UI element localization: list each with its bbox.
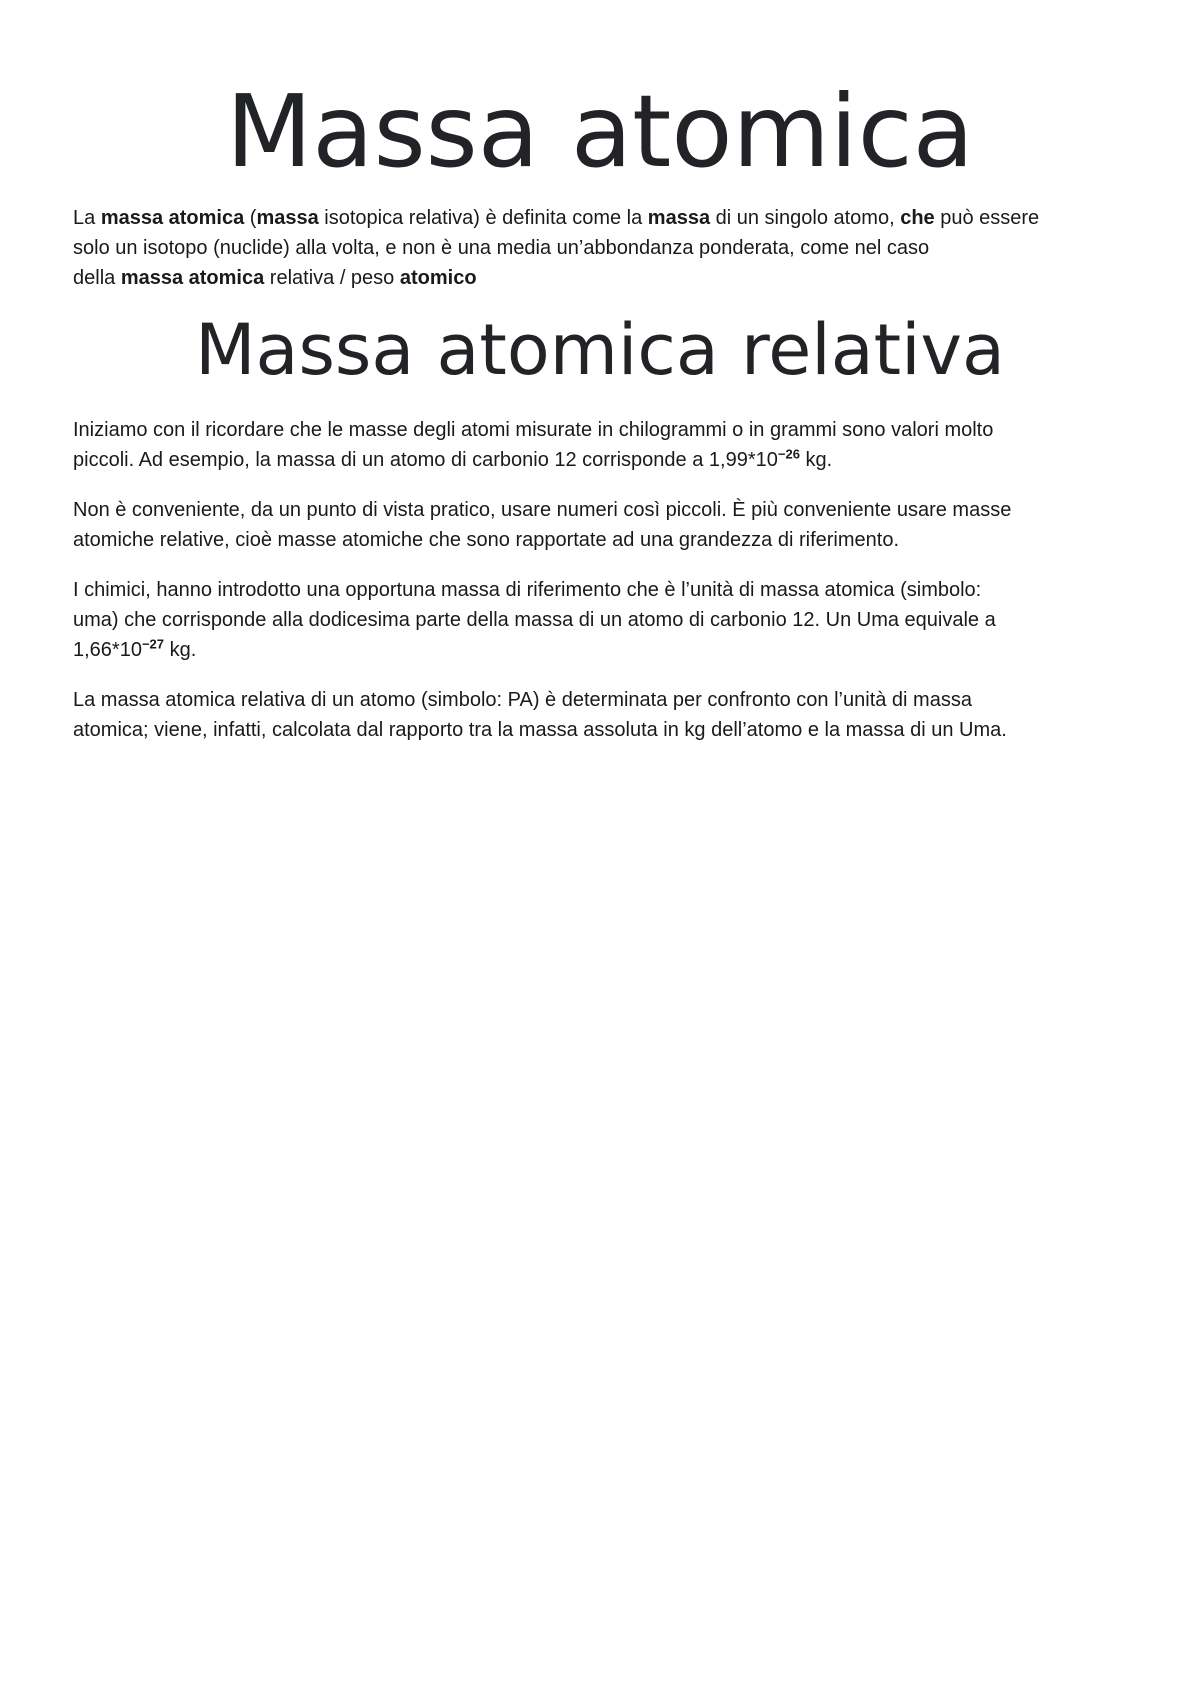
exponent: −27 — [141, 636, 165, 652]
paragraph-1 — [73, 415, 1143, 475]
paragraph-4 — [73, 685, 1143, 745]
intro-line-2: solo un isotopo (nuclide) alla volta, e non è una media un’abbondanza ponderata, come nel caso — [73, 237, 930, 259]
paragraph-2 — [73, 495, 1143, 555]
intro-paragraph — [73, 203, 1143, 293]
paragraph-3 — [73, 575, 1143, 665]
paragraph-3-line-3: $1,66*10^{-27}$ kg. — [73, 636, 197, 661]
paragraph-1-line-1: Iniziamo con il ricordare che le masse degli atomi misurate in chilogrammi o in grammi sono valori molto — [73, 419, 994, 441]
intro-line-3: della massa atomica relativa / peso atomico — [73, 267, 477, 289]
paragraph-2-line-1: Non è conveniente, da un punto di vista pratico, usare numeri così piccoli. È più conveniente usare masse — [73, 499, 1012, 521]
page-title: Massa atomica — [226, 73, 974, 190]
section-heading: Massa atomica relativa — [195, 309, 1005, 391]
paragraph-1-line-2: piccoli. Ad esempio, la massa di un atomo di carbonio 12 corrisponde a $1,99*10^{-26}$ kg. — [73, 446, 833, 471]
paragraph-3-line-2: uma) che corrisponde alla dodicesima parte della massa di un atomo di carbonio 12. Un Uma equivale a — [73, 609, 996, 631]
paragraph-4-line-1: La massa atomica relativa di un atomo (simbolo: PA) è determinata per confronto con l’unità di massa — [73, 689, 972, 711]
paragraph-2-line-2: atomiche relative, cioè masse atomiche che sono rapportate ad una grandezza di riferimento. — [73, 529, 900, 551]
intro-line-1: La massa atomica (massa isotopica relativa) è definita come la massa di un singolo atomo, che può essere — [73, 207, 1040, 229]
paragraph-3-line-1: I chimici, hanno introdotto una opportuna massa di riferimento che è l’unità di massa atomica (simbolo: — [73, 579, 982, 601]
paragraph-4-line-2: atomica; viene, infatti, calcolata dal rapporto tra la massa assoluta in kg dell’atomo e la massa di un Uma. — [73, 719, 1007, 741]
exponent: −26 — [777, 446, 800, 462]
